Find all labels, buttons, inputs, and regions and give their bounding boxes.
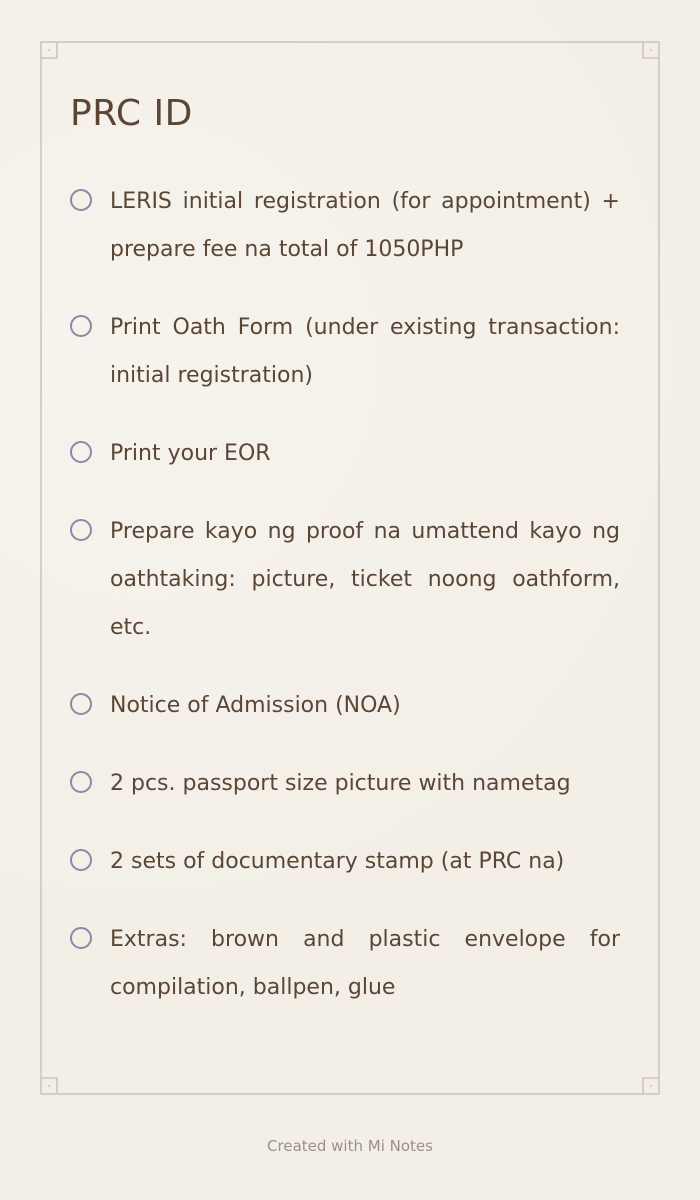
checklist-item-text[interactable]: LERIS initial registration (for appointment) + prepare fee na total of 1050PHP — [110, 189, 620, 262]
frame-corner-bottom-right-icon — [643, 1078, 659, 1094]
checklist-item[interactable] — [70, 430, 620, 478]
checklist-item-text[interactable]: 2 sets of documentary stamp (at PRC na) — [110, 849, 565, 874]
circle-checkbox-icon[interactable] — [70, 519, 92, 541]
checklist-item-text[interactable]: Print Oath Form (under existing transaction: initial registration) — [110, 315, 620, 388]
checklist-item-text[interactable]: Prepare kayo ng proof na umattend kayo ng oathtaking: picture, ticket noong oathform, etc. — [110, 519, 620, 640]
checklist-item[interactable] — [70, 304, 620, 400]
frame-corner-top-left-icon — [41, 42, 57, 58]
checklist — [70, 178, 620, 1042]
checklist-item[interactable] — [70, 178, 620, 274]
checklist-item[interactable] — [70, 760, 620, 808]
circle-checkbox-icon[interactable] — [70, 849, 92, 871]
circle-checkbox-icon[interactable] — [70, 693, 92, 715]
checklist-item[interactable] — [70, 508, 620, 652]
checklist-item-text[interactable]: Print your EOR — [110, 441, 271, 466]
circle-checkbox-icon[interactable] — [70, 441, 92, 463]
footer-credit: Created with Mi Notes — [267, 1137, 433, 1155]
checklist-item[interactable] — [70, 682, 620, 730]
frame-corner-top-right-icon — [643, 42, 659, 58]
checklist-item[interactable] — [70, 838, 620, 886]
checklist-item-text[interactable]: 2 pcs. passport size picture with nametag — [110, 771, 571, 796]
checklist-item-text[interactable]: Notice of Admission (NOA) — [110, 693, 401, 718]
circle-checkbox-icon[interactable] — [70, 927, 92, 949]
circle-checkbox-icon[interactable] — [70, 771, 92, 793]
frame-corner-bottom-left-icon — [41, 1078, 57, 1094]
circle-checkbox-icon[interactable] — [70, 315, 92, 337]
note-title[interactable]: PRC ID — [70, 93, 193, 134]
checklist-item[interactable] — [70, 916, 620, 1012]
circle-checkbox-icon[interactable] — [70, 189, 92, 211]
checklist-item-text[interactable]: Extras: brown and plastic envelope for compilation, ballpen, glue — [110, 927, 620, 1000]
